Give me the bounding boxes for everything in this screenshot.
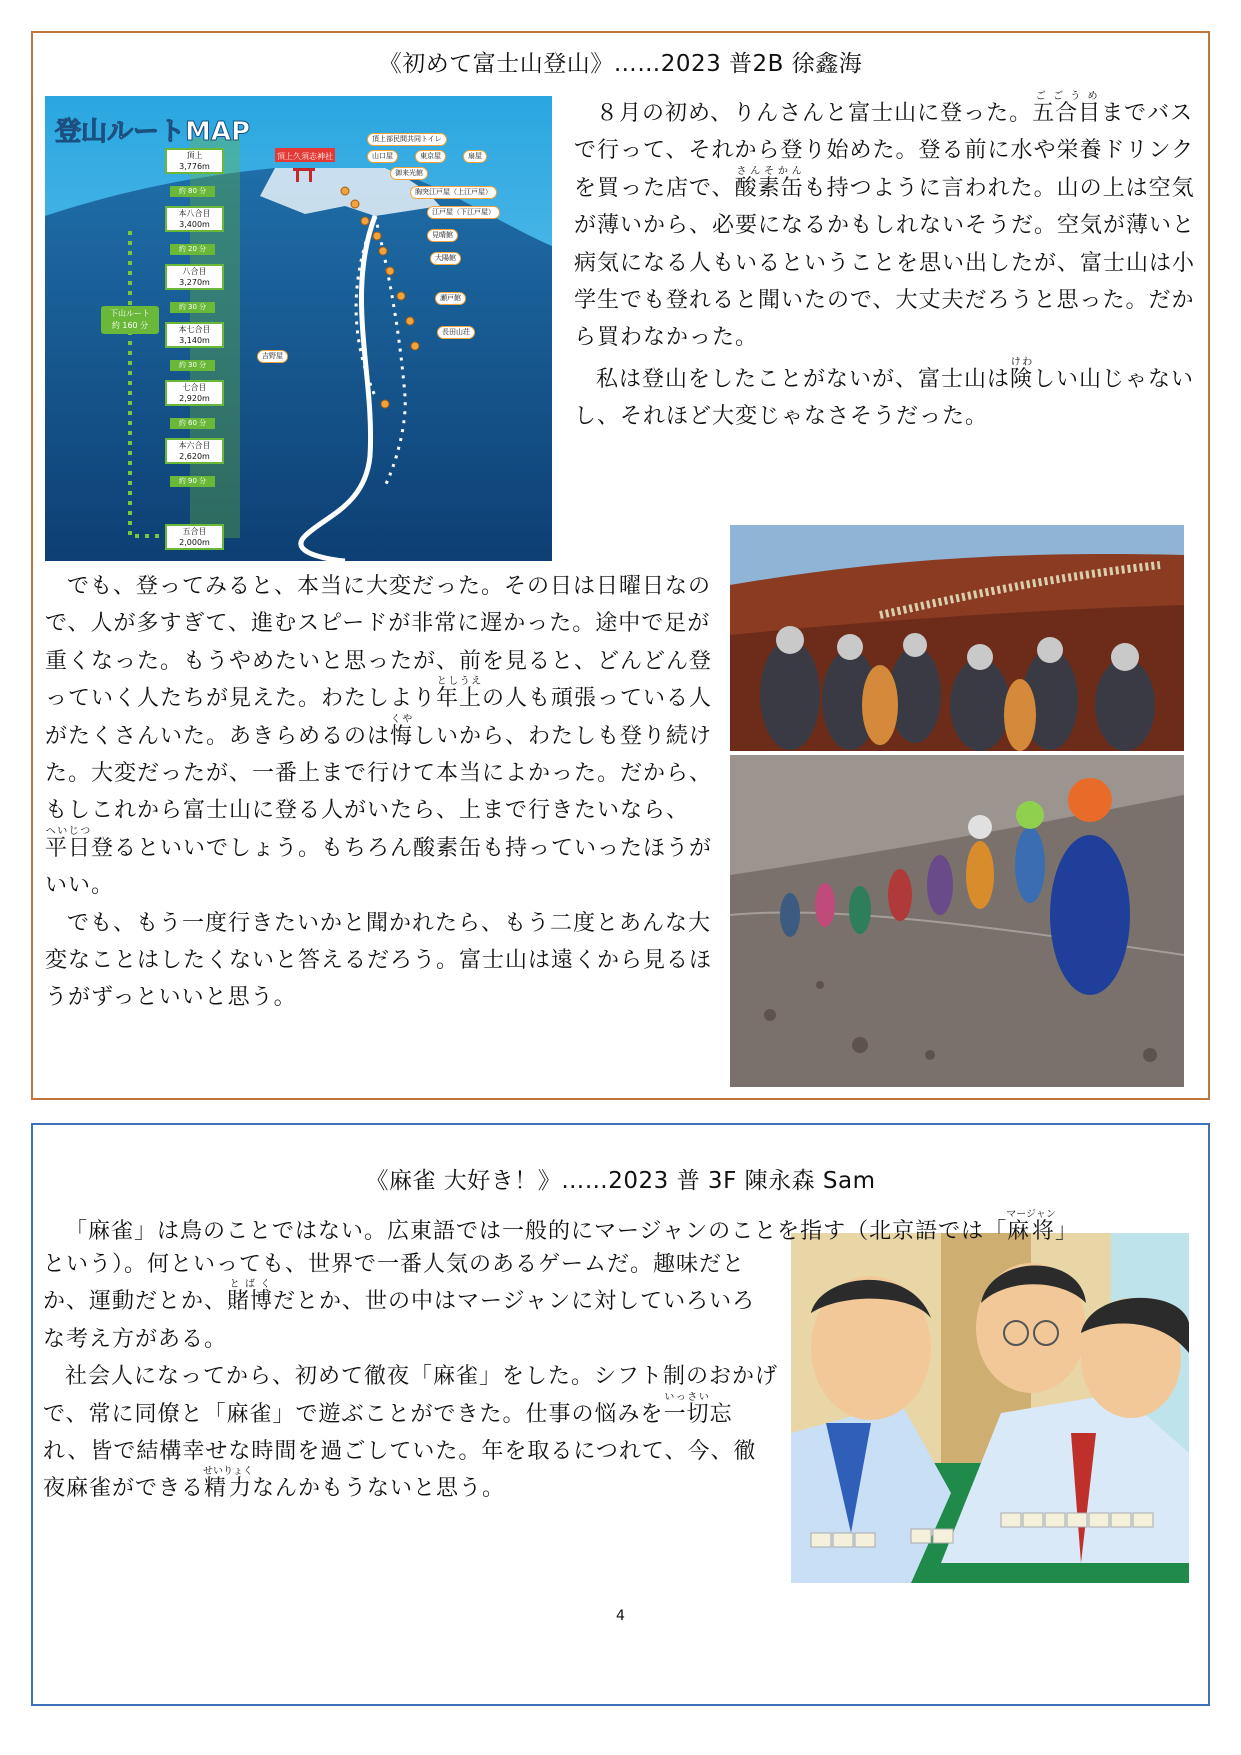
article1-para-top	[574, 91, 1199, 436]
article-title: 《初めて富士山登山》……2023 普2B 徐鑫海	[378, 51, 863, 77]
station-8b: 本八合目 3,400m	[165, 206, 224, 232]
ruby-word: 精力せいりょく	[203, 1466, 254, 1502]
article1-para-bottom	[45, 568, 715, 1017]
hut-label: 吉野屋	[257, 350, 288, 363]
mahjong-cartoon-image	[791, 1233, 1189, 1583]
station-7b: 本七合目 3,140m	[165, 322, 224, 348]
hut-label: 大陽館	[430, 252, 461, 265]
hut-label: 頂上部民間共同トイレ	[367, 133, 447, 146]
hut-label: 見晴館	[427, 229, 458, 242]
article-title: 《麻雀 大好き！》……2023 普 3F 陳永森 Sam	[365, 1168, 876, 1194]
hut-label: 山口屋	[367, 150, 398, 163]
article2-para-1-line1	[43, 1209, 1193, 1246]
hut-label: 胸突江戸屋（上江戸屋）	[410, 186, 497, 199]
hut-label: 扇屋	[463, 150, 487, 163]
ruby-word: 一切いっさい	[663, 1391, 710, 1427]
station-5: 五合目 2,000m	[165, 524, 224, 550]
route-map-image	[45, 96, 552, 561]
down-route-badge: 下山ルート 約 160 分	[101, 306, 159, 334]
paragraph: 社会人になってから、初めて徹夜「麻雀」をした。シフト制のおかげで、常に同僚と「麻雀」で遊ぶことができた。仕事の悩みを一切いっさい忘れ、皆で結構幸せな時間を過ごしていた。年を取るにつれて、今、徹夜麻雀ができる精力せいりょくなんかもうないと思う。	[43, 1364, 779, 1502]
page-number: 4	[616, 1608, 625, 1624]
ruby-word: 酸素缶さんそかん	[734, 165, 804, 201]
paragraph: 「麻雀」は鳥のことではない。広東語では一般的にマージャンのことを指す（北京語では「麻将マージャン」	[65, 1209, 1078, 1244]
paragraph: でも、登ってみると、本当に大変だった。その日は日曜日なので、人が多すぎて、進むスピードが非常に遅かった。途中で足が重くなった。もうやめたいと思ったが、前を見ると、どんどん登っていく人たちが見えた。わたしより年とし上うえの人も頑張っている人がたくさんいた。あきらめるのは悔くやしいから、わたしも登り続けた。大変だったが、一番上まで行けて本当によかった。だから、もしこれから富士山に登る人がいたら、上まで行きたいなら、平日へいじつ登るといいでしょう。もちろん酸素缶も持っていったほうがいい。	[45, 574, 713, 899]
paragraph: 私は登山をしたことがないが、富士山は険けわしい山じゃないし、それほど大変じゃなさそうだった。	[574, 356, 1195, 430]
ruby-word: 五合目ごごうめ	[1032, 91, 1102, 126]
ruby-word: 険けわ	[1010, 356, 1034, 392]
time-label: 約 90 分	[170, 476, 215, 487]
paragraph: ８月の初め、りんさんと富士山に登った。五合目ごごうめまでバスで行って、それから登り始めた。登る前に水や栄養ドリンクを買った店で、酸素缶さんそかんも持つように言われた。山の上は空気が薄いから、必要になるかもしれないそうだ。空気が薄いと病気になる人もいるということを思い出したが、富士山は小学生でも登れると聞いたので、大丈夫だろうと思った。だから買わなかった。	[574, 91, 1196, 351]
hut-label: 江戸屋（下江戸屋）	[427, 206, 500, 219]
time-label: 約 30 分	[170, 360, 215, 371]
station-6b: 本六合目 2,620m	[165, 438, 224, 464]
ruby-word: 年とし	[436, 676, 460, 712]
hut-label: 瀬戸館	[435, 292, 466, 305]
paragraph: でも、もう一度行きたいかと聞かれたら、もう二度とあんな大変なことはしたくないと答えるだろう。富士山は遠くから見るほうがずっといいと思う。	[45, 910, 713, 1011]
ruby-word: 賭博とばく	[227, 1279, 274, 1315]
time-label: 約 30 分	[170, 302, 215, 313]
ruby-word: 悔くや	[390, 713, 414, 749]
paragraph: という）。何といっても、世界で一番人気のあるゲームだ。趣味だとか、運動だとか、賭博とばくだとか、世の中はマージャンに対していろいろな考え方がある。	[43, 1252, 756, 1352]
map-title: 登山ルートMAP	[55, 117, 251, 147]
ruby-word: 麻将マージャン	[1006, 1209, 1056, 1244]
station-8: 八合目 3,270m	[165, 264, 224, 290]
hut-label: 東京屋	[415, 150, 446, 163]
station-7: 七合目 2,920m	[165, 380, 224, 406]
hut-labels	[45, 96, 552, 561]
article-fuji-box	[31, 31, 1210, 1100]
map-shrine-label: 頂上久須志神社	[277, 152, 333, 161]
time-label: 約 60 分	[170, 418, 215, 429]
climbers-slope-photo	[730, 755, 1184, 1087]
hut-label: 御来光館	[390, 167, 428, 180]
article2-para-rest	[43, 1246, 778, 1508]
station-top: 頂上 3,776m	[165, 148, 224, 174]
time-label: 約 80 分	[170, 186, 215, 197]
ruby-word: 上うえ	[459, 676, 483, 712]
hut-label: 長田山荘	[437, 326, 475, 339]
climbers-crowd-photo	[730, 525, 1184, 751]
ruby-word: 平日へいじつ	[45, 825, 92, 861]
time-label: 約 20 分	[170, 244, 215, 255]
